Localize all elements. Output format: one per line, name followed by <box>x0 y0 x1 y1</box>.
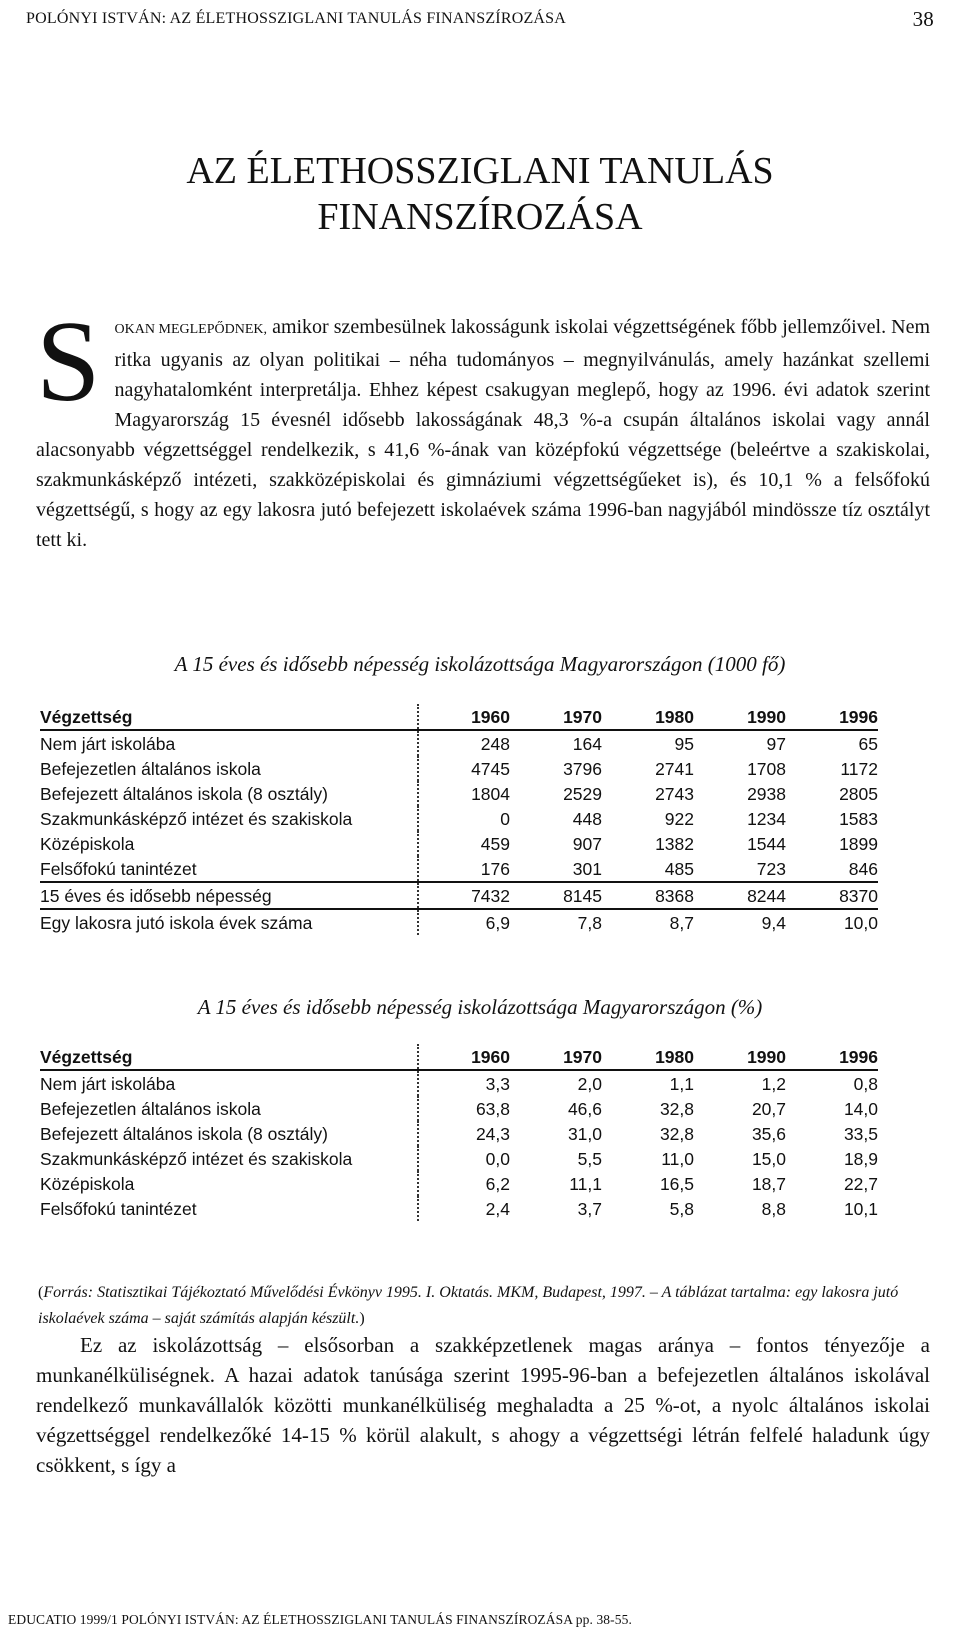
table-cell: 8244 <box>694 882 786 909</box>
page-footer: EDUCATIO 1999/1 POLÓNYI ISTVÁN: AZ ÉLETHOSSZIGLANI TANULÁS FINANSZÍROZÁSA pp. 38-55. <box>8 1612 632 1627</box>
table-cell: 3,3 <box>485 1074 510 1094</box>
table-cell: 2741 <box>655 759 694 779</box>
table-cell: 11,0 <box>661 1149 694 1169</box>
article-title-line-1: AZ ÉLETHOSSZIGLANI TANULÁS <box>186 150 774 192</box>
table1-caption: A 15 éves és idősebb népesség iskolázottsága Magyarországon (1000 fő) <box>174 652 786 676</box>
row-label: Szakmunkásképző intézet és szakiskola <box>40 1146 418 1171</box>
table-cell: 33,5 <box>843 1124 878 1144</box>
table-cell: 24,3 <box>475 1124 510 1144</box>
table-cell: 3,7 <box>577 1199 602 1219</box>
row-label: Nem járt iskolába <box>40 1070 418 1096</box>
table-row <box>40 1171 878 1196</box>
table-cell: 97 <box>766 734 786 754</box>
table1-header-cell: 1960 <box>418 704 510 730</box>
row-label: Szakmunkásképző intézet és szakiskola <box>40 806 418 831</box>
table-cell: 1899 <box>839 834 878 854</box>
table-cell: 46,6 <box>567 1099 602 1119</box>
page-number: 38 <box>912 6 934 31</box>
table-cell: 485 <box>602 856 694 882</box>
table-cell: 301 <box>510 856 602 882</box>
table-cell: 63,8 <box>475 1099 510 1119</box>
table-cell: 20,7 <box>751 1099 786 1119</box>
table-cell: 18,9 <box>843 1149 878 1169</box>
source-note <box>38 1280 922 1332</box>
table-row <box>40 756 878 781</box>
table2-header-cell: 1990 <box>694 1044 786 1070</box>
table-row <box>40 1196 878 1221</box>
row-label: Befejezett általános iskola (8 osztály) <box>40 781 418 806</box>
table-cell: 164 <box>572 734 602 754</box>
table-cell: 7432 <box>418 882 510 909</box>
table-cell: 16,5 <box>659 1174 694 1194</box>
table-cell: 1,1 <box>669 1074 694 1094</box>
table-row <box>40 1146 878 1171</box>
table-cell: 35,6 <box>751 1124 786 1144</box>
table-cell: 922 <box>664 809 694 829</box>
row-label: Középiskola <box>40 831 418 856</box>
table-cell: 1544 <box>747 834 786 854</box>
table-row <box>40 781 878 806</box>
source-open-paren: ( <box>38 1284 44 1301</box>
row-label: Egy lakosra jutó iskola évek száma <box>40 909 418 935</box>
table-cell: 1804 <box>471 784 510 804</box>
table-cell: 15,0 <box>751 1149 786 1169</box>
table-cell: 8145 <box>510 882 602 909</box>
table2-header-cell: 1980 <box>602 1044 694 1070</box>
table-cell: 9,4 <box>761 913 786 933</box>
article-title-line-2: FINANSZÍROZÁSA <box>317 196 643 238</box>
intro-paragraph <box>36 298 931 555</box>
table-row <box>40 806 878 831</box>
table-cell: 10,0 <box>843 913 878 933</box>
table1 <box>40 704 878 935</box>
table-cell: 11,1 <box>569 1174 602 1194</box>
table-cell: 6,2 <box>485 1174 510 1194</box>
table-cell: 448 <box>572 809 602 829</box>
article-title <box>0 148 960 240</box>
table-cell: 10,1 <box>843 1199 878 1219</box>
table-cell: 1234 <box>747 809 786 829</box>
table-row <box>40 1070 878 1096</box>
table-cell: 4745 <box>471 759 510 779</box>
table-cell: 7,8 <box>577 913 602 933</box>
table1-header-cell: 1970 <box>510 704 602 730</box>
table-cell: 18,7 <box>751 1174 786 1194</box>
row-label: 15 éves és idősebb népesség <box>40 882 418 909</box>
drop-cap: S <box>36 298 101 426</box>
table2-header-row <box>40 1044 878 1070</box>
table-cell: 846 <box>786 856 878 882</box>
table-cell: 6,9 <box>485 913 510 933</box>
table2-caption: A 15 éves és idősebb népesség iskolázottsága Magyarországon (%) <box>197 995 763 1019</box>
table1-header-cell: 1980 <box>602 704 694 730</box>
row-label: Felsőfokú tanintézet <box>40 856 418 882</box>
table2-header-cell: 1970 <box>510 1044 602 1070</box>
running-header <box>26 4 934 34</box>
table-row <box>40 831 878 856</box>
table-cell: 8,8 <box>761 1199 786 1219</box>
table-cell: 176 <box>418 856 510 882</box>
table1-header-cell: 1996 <box>786 704 878 730</box>
table-cell: 8368 <box>602 882 694 909</box>
table-cell: 1583 <box>839 809 878 829</box>
table2-header-cell: 1996 <box>786 1044 878 1070</box>
row-label: Befejezetlen általános iskola <box>40 756 418 781</box>
table1-header-row <box>40 704 878 730</box>
table-cell: 32,8 <box>659 1124 694 1144</box>
row-label: Középiskola <box>40 1171 418 1196</box>
table-row <box>40 1096 878 1121</box>
table-cell: 22,7 <box>843 1174 878 1194</box>
table-cell: 95 <box>674 734 694 754</box>
table2-header-cell: Végzettség <box>40 1044 418 1070</box>
table-row <box>40 882 878 909</box>
row-label: Felsőfokú tanintézet <box>40 1196 418 1221</box>
table-cell: 2743 <box>655 784 694 804</box>
table-cell: 2805 <box>839 784 878 804</box>
table-cell: 0 <box>500 809 510 829</box>
row-label: Befejezett általános iskola (8 osztály) <box>40 1121 418 1146</box>
table-cell: 8370 <box>786 882 878 909</box>
table1-header-cell: 1990 <box>694 704 786 730</box>
table-cell: 5,5 <box>577 1149 602 1169</box>
table2-header-cell: 1960 <box>418 1044 510 1070</box>
table-cell: 2,0 <box>577 1074 602 1094</box>
intro-text: amikor szembesülnek lakosságunk iskolai végzettségének főbb jellemzőivel. Nem ritka ugyanis az olyan politikai – néha tudományos – megnyilvánulás, amely hazánkat szellemi nagyhatalomként interpretálja. Ehhez képest csakugyan meglepő, hogy az 1996. évi adatok szerint Magyarország 15 évesnél idősebb lakosságának 48,3 %-a csupán általános iskolai vagy annál alacsonyabb végzettséggel rendelkezik, s 41,6 %-ának van középfokú végzettsége (beleértve a szakiskolai, szakmunkásképző intézeti, szakközépiskolai és gimnáziumi végzettségűeket is), és 10,1 % a felsőfokú végzettségű, s hogy az egy lakosra jutó befejezett iskolaévek száma 1996-ban nagyjából mindössze tíz osztályt tett ki. <box>36 316 931 551</box>
table-cell: 0,8 <box>853 1074 878 1094</box>
table-row <box>40 856 878 882</box>
table2 <box>40 1044 878 1221</box>
running-title: POLÓNYI ISTVÁN: AZ ÉLETHOSSZIGLANI TANULÁS FINANSZÍROZÁSA <box>26 10 567 27</box>
table-cell: 1,2 <box>761 1074 786 1094</box>
table-cell: 65 <box>858 734 878 754</box>
table-cell: 723 <box>694 856 786 882</box>
table-cell: 1172 <box>840 759 878 779</box>
table-cell: 1708 <box>747 759 786 779</box>
source-close-paren: ) <box>359 1310 365 1327</box>
table-cell: 2938 <box>747 784 786 804</box>
table-cell: 3796 <box>563 759 602 779</box>
row-label: Nem járt iskolába <box>40 730 418 756</box>
table-cell: 1382 <box>655 834 694 854</box>
table1-header-cell: Végzettség <box>40 704 418 730</box>
table-cell: 5,8 <box>669 1199 694 1219</box>
table-cell: 31,0 <box>567 1124 602 1144</box>
table-cell: 248 <box>480 734 510 754</box>
table-row <box>40 730 878 756</box>
table-cell: 8,7 <box>669 913 694 933</box>
body-paragraph: Ez az iskolázottság – elsősorban a szakképzetlenek magas aránya – fontos tényezője a munkanélküliségnek. A hazai adatok tanúsága szerint 1995-96-ban a befejezetlen általános iskolával rendelkező munkavállalók közötti munkanélküliség meghaladta a 25 %-ot, a nyolc általános iskolai végzettséggel rendelkezőké 14-15 % körül alakult, s ahogy a végzettségi létrán felfelé haladunk úgy csökkent, s így a <box>36 1333 930 1477</box>
source-text: Forrás: Statisztikai Tájékoztató Művelődési Évkönyv 1995. I. Oktatás. MKM, Budapest, 1997. – A táblázat tartalma: egy lakosra jutó iskolaévek száma – saját számítás alapján készült. <box>38 1284 899 1327</box>
table-cell: 0,0 <box>485 1149 510 1169</box>
intro-smallcaps: OKAN MEGLEPŐDNEK, <box>114 322 268 337</box>
table-cell: 32,8 <box>659 1099 694 1119</box>
table-cell: 459 <box>480 834 510 854</box>
table-cell: 907 <box>572 834 602 854</box>
table-row <box>40 909 878 935</box>
row-label: Befejezetlen általános iskola <box>40 1096 418 1121</box>
table-cell: 14,0 <box>843 1099 878 1119</box>
table-row <box>40 1121 878 1146</box>
table-cell: 2529 <box>563 784 602 804</box>
table-cell: 2,4 <box>485 1199 510 1219</box>
